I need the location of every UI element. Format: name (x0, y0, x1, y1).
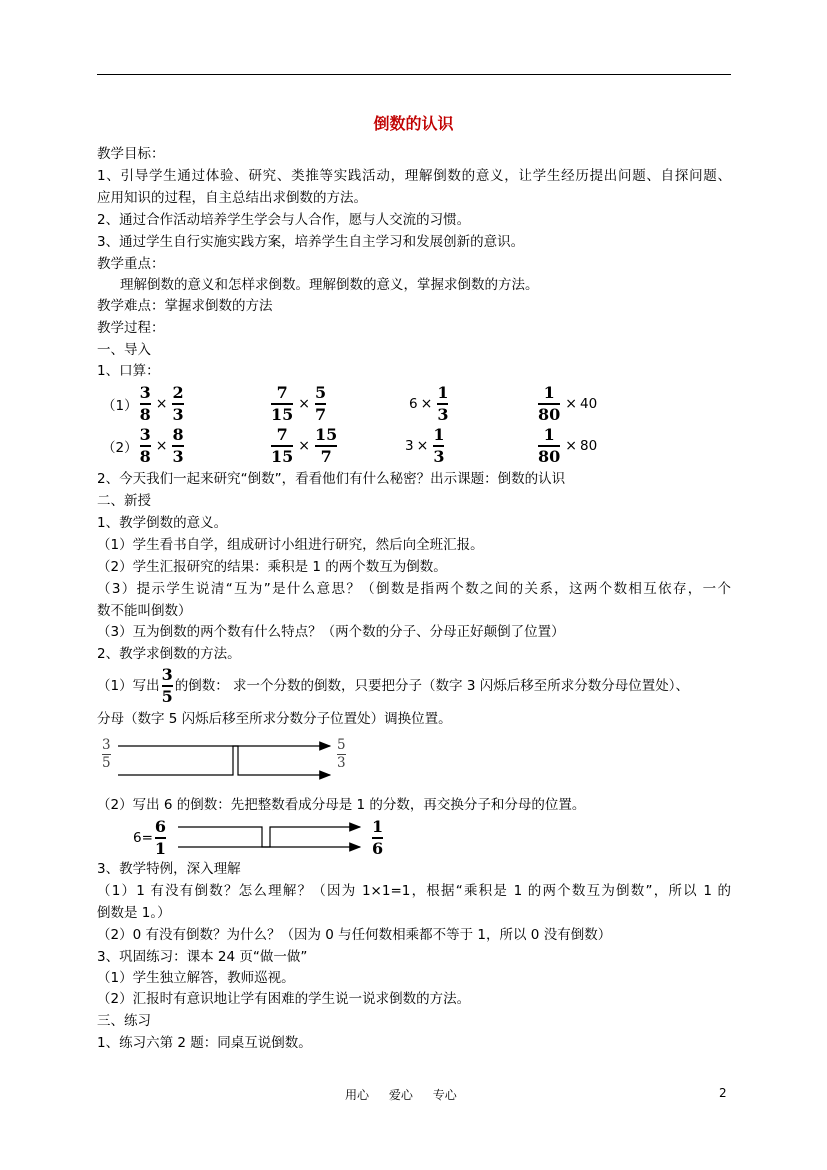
fraction: $\frac{7}{15}$ (271, 383, 294, 424)
text-line: （2）汇报时有意识地让学有困难的学生说一说求倒数的方法。 (97, 991, 471, 1007)
header-rule (97, 74, 731, 75)
text-line: 1、教学倒数的意义。 (97, 515, 228, 531)
text-line: （2）0 有没有倒数？为什么？（因为 0 与任何数相乘都不等于 1，所以 0 没有倒数） (97, 927, 612, 943)
oral-calc-row-1 (97, 381, 737, 427)
text-line: 理解倒数的意义和怎样求倒数。理解倒数的意义，掌握求倒数的方法。 (120, 277, 539, 293)
times-sign: × (416, 438, 429, 454)
row-label: （1） (102, 398, 138, 414)
text-line: （1）学生独立解答，教师巡视。 (97, 970, 295, 986)
times-sign: × (565, 396, 577, 412)
text-line: 1、引导学生通过体验、研究、类推等实践活动，理解倒数的意义，让学生经历提出问题、自探问题、 (97, 168, 731, 184)
text-line: 一、导入 (97, 342, 151, 358)
times-sign: × (155, 396, 168, 412)
fraction: $\frac{1}{3}$ (437, 383, 449, 424)
text-line: 教学重点： (97, 256, 165, 272)
text-line: 3、巩固练习：课本 24 页“做一做” (97, 949, 308, 965)
text-line: （3）提示学生说清“互为”是什么意思？（倒数是指两个数之间的关系，这两个数相互依存，一个 (97, 581, 731, 597)
document-title: 倒数的认识 (373, 114, 454, 133)
text-line: 2、今天我们一起来研究“倒数”，看看他们有什么秘密？出示课题：倒数的认识 (97, 471, 566, 487)
fraction: $\frac{1}{80}$ (538, 425, 561, 466)
text-line: （3）互为倒数的两个数有什么特点？（两个数的分子、分母正好颠倒了位置） (97, 624, 565, 640)
times-sign: × (298, 438, 310, 454)
text-line: （2）学生汇报研究的结果：乘积是 1 的两个数互为倒数。 (97, 559, 447, 575)
oral-calc-item: $\frac{1}{80}$ × 80 (538, 425, 598, 466)
oral-calc-item: $\frac{1}{80}$ × 40 (538, 383, 598, 424)
text-line: 应用知识的过程，自主总结出求倒数的方法。 (97, 190, 367, 206)
text-line: （1）学生看书自学，组成研讨小组进行研究，然后向全班汇报。 (97, 537, 484, 553)
oral-calc-item (269, 381, 328, 427)
times-sign: × (298, 396, 310, 412)
fraction: $\frac{15}{7}$ (315, 425, 338, 466)
fraction: $\frac{3}{8}$ (139, 425, 151, 466)
fraction: $\frac{6}{1}$ (154, 817, 167, 858)
numerator-path (178, 827, 360, 847)
text-line: 倒数是 1。） (97, 905, 171, 921)
text-line: 3、通过学生自行实施实践方案，培养学生自主学习和发展创新的意识。 (97, 234, 525, 250)
times-sign: × (420, 396, 433, 412)
denominator-path (118, 746, 330, 775)
oral-calc-item (102, 381, 186, 427)
text-line: （1）1 有没有倒数？怎么理解？（因为 1×1=1，根据“乘积是 1 的两个数互为倒数”，所以 1 的 (97, 883, 731, 899)
text-line: 3、教学特例，深入理解 (97, 861, 241, 877)
source-fraction: 3 5 (102, 737, 111, 771)
fraction: $\frac{3}{5}$ (161, 665, 173, 706)
fraction: $\frac{3}{8}$ (139, 383, 151, 424)
row-label: （2） (102, 440, 138, 456)
text-line: 2、教学求倒数的方法。 (97, 646, 241, 662)
fraction: $\frac{2}{3}$ (172, 383, 184, 424)
integer-as-fraction: 6= $\frac{6}{1}$ (133, 817, 167, 858)
oral-calc-item: 3 × $\frac{1}{3}$ (405, 425, 445, 466)
oral-calc-item: 6 × $\frac{1}{3}$ (409, 383, 449, 424)
text-line: 三、练习 (97, 1013, 151, 1029)
result-fraction: 5 3 (337, 737, 346, 771)
fraction: $\frac{1}{80}$ (538, 383, 561, 424)
text-line: （2）写出 6 的倒数：先把整数看成分母是 1 的分数，再交换分子和分母的位置。 (97, 797, 586, 813)
oral-calc-item (269, 423, 339, 469)
page-number: 2 (719, 1086, 727, 1100)
times-sign: × (155, 438, 168, 454)
text-line: 1、口算： (97, 363, 160, 379)
text-line: 二、新授 (97, 493, 151, 509)
times-sign: × (565, 438, 577, 454)
text-line: 教学目标： (97, 146, 165, 162)
text-line-with-fraction: （1）写出 $\frac{3}{5}$ 的倒数： 求一个分数的倒数，只要把分子（数字 3 闪烁后移至所求分数分母位置处）、 (97, 665, 689, 706)
text-line: 教学难点：掌握求倒数的方法 (97, 298, 273, 314)
text-line: 1、练习六第 2 题：同桌互说倒数。 (97, 1035, 312, 1051)
text-line: 2、通过合作活动培养学生学会与人合作，愿与人交流的习惯。 (97, 212, 471, 228)
page-footer: 用心 爱心 专心 (345, 1088, 457, 1102)
fraction: $\frac{1}{3}$ (433, 425, 445, 466)
fraction: $\frac{7}{15}$ (271, 425, 294, 466)
text-line: 教学过程： (97, 320, 165, 336)
fraction: $\frac{5}{7}$ (315, 383, 327, 424)
text-line: 数不能叫倒数） (97, 603, 192, 619)
oral-calc-item (102, 423, 186, 469)
oral-calc-row-2 (97, 423, 737, 469)
text-line: 分母（数字 5 闪烁后移至所求分数分子位置处）调换位置。 (97, 711, 452, 727)
denominator-path (178, 827, 360, 847)
result-fraction: 1 6 (372, 817, 384, 858)
fraction: $\frac{8}{3}$ (172, 425, 184, 466)
numerator-path (118, 746, 330, 775)
